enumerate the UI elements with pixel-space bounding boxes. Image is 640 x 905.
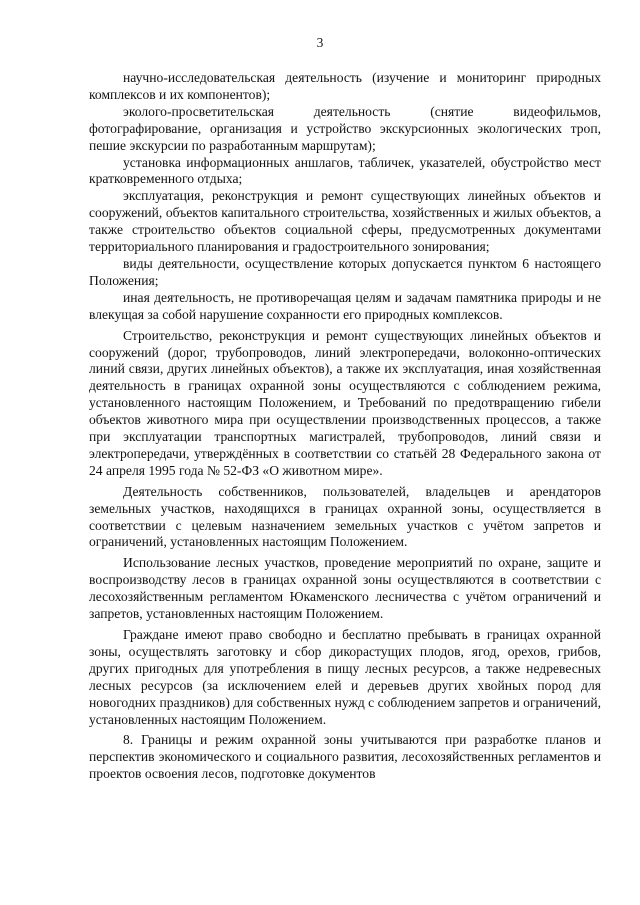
paragraph-permitted-activities: виды деятельности, осуществление которых допускается пунктом 6 настоящего Положения; — [89, 255, 601, 288]
paragraph-land-owners: Деятельность собственников, пользователей, владельцев и арендаторов земельных участков, находящихся в границах охранной зоны, осуществляется в соответствии с целевым назначением земельных участков с учётом запретов и ограничений, установленных настоящим Положением. — [89, 483, 601, 550]
paragraph-eco-education: эколого-просветительская деятельность (снятие видеофильмов, фотографирование, организация и устройство экскурсионных экологических троп, пешие экскурсии по разработанным маршрутам); — [89, 103, 601, 153]
paragraph-forest-use: Использование лесных участков, проведение мероприятий по охране, защите и воспроизводству лесов в границах охранной зоны осуществляются в соответствии с лесохозяйственным регламентом Юкаменского лесничества с учётом ограничений и запретов, установленных настоящим Положением. — [89, 555, 601, 622]
document-body — [89, 70, 601, 783]
paragraph-exploitation: эксплуатация, реконструкция и ремонт существующих линейных объектов и сооружений, объектов капитального строительства, хозяйственных и жилых объектов, а также строительство объектов социальной сферы, предусмотренных документами территориального планирования и градостроительного зонирования; — [89, 188, 601, 255]
paragraph-construction: Строительство, реконструкция и ремонт существующих линейных объектов и сооружений (дорог, трубопроводов, линий электропередачи, волоконно-оптических линий связи, других линейных объектов), а также их эксплуатация, иная хозяйственная деятельность в границах охранной зоны осуществляются с соблюдением режима, установленного настоящим Положением, и Требований по предотвращению гибели объектов животного мира при осуществлении производственных процессов, а также при эксплуатации транспортных магистралей, трубопроводов, линий связи и электропередачи, утверждённых в соответствии со статьёй 28 Федерального закона от 24 апреля 1995 года № 52-ФЗ «О животном мире». — [89, 327, 601, 478]
page-number: 3 — [316, 35, 324, 50]
paragraph-other-activity: иная деятельность, не противоречащая целям и задачам памятника природы и не влекущая за собой нарушение сохранности его природных комплексов. — [89, 289, 601, 322]
paragraph-research-activity: научно-исследовательская деятельность (изучение и мониторинг природных комплексов и их компонентов); — [89, 70, 601, 102]
paragraph-signage: установка информационных аншлагов, табличек, указателей, обустройство мест кратковременного отдыха; — [89, 154, 601, 187]
paragraph-citizens-rights: Граждане имеют право свободно и бесплатно пребывать в границах охранной зоны, осуществлять заготовку и сбор дикорастущих плодов, ягод, орехов, грибов, других пригодных для употребления в пищу лесных ресурсов, а также недревесных лесных ресурсов (за исключением елей и деревьев других хвойных пород для новогодних праздников) для собственных нужд с соблюдением запретов и ограничений, установленных настоящим Положением. — [89, 627, 602, 727]
paragraph-section-8: 8. Границы и режим охранной зоны учитываются при разработке планов и перспектив экономического и социального развития, лесохозяйственных регламентов и проектов освоения лесов, подготовке документов — [89, 732, 601, 782]
